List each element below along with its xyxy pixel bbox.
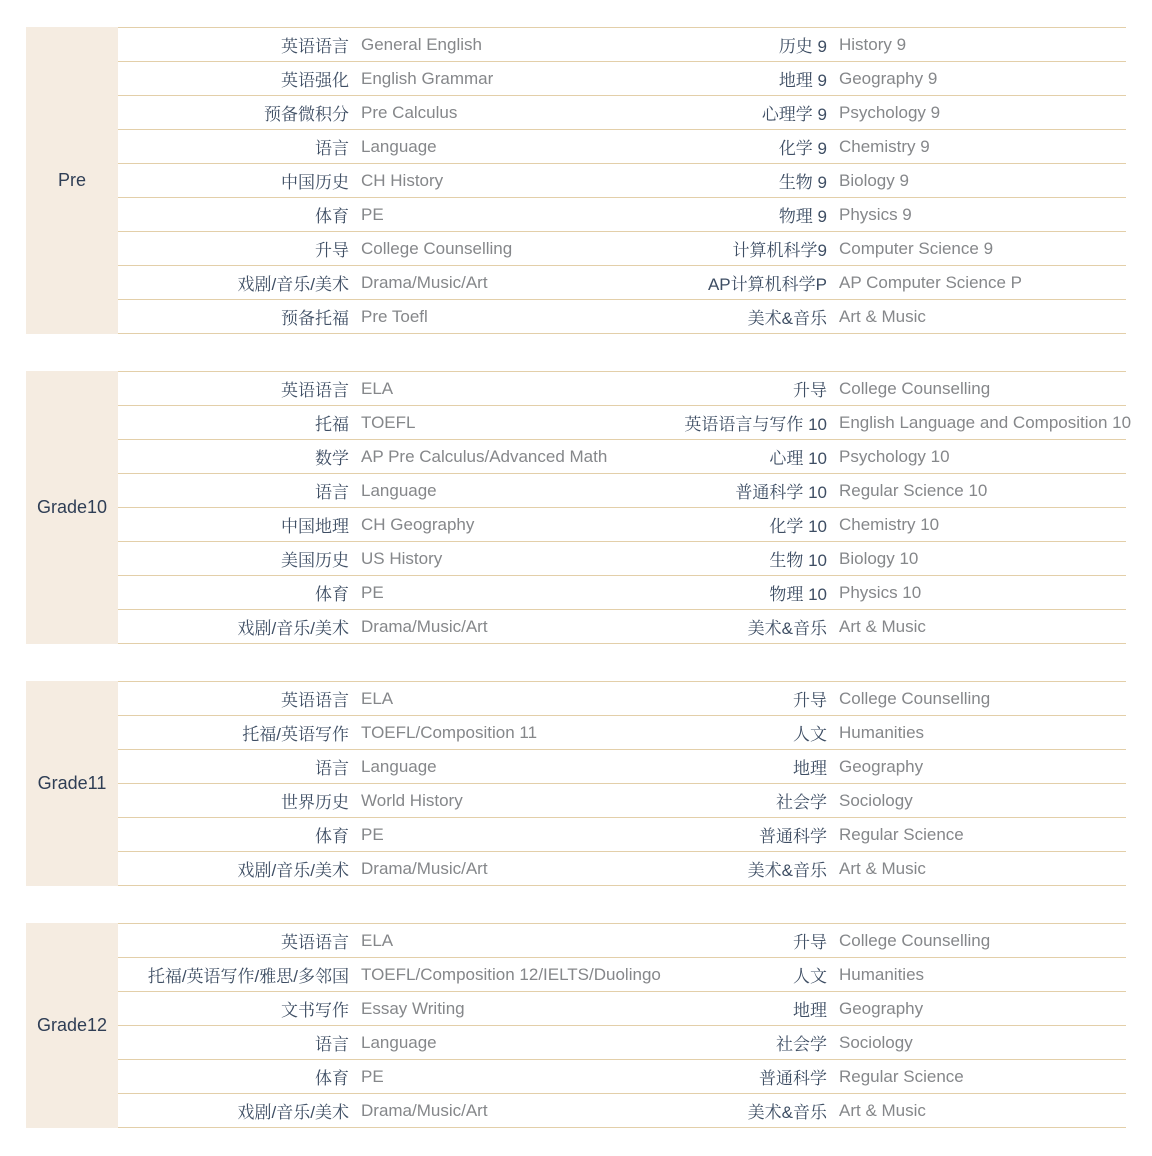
grade-label: Grade12: [26, 923, 118, 1128]
course-name-cn-right: 社会学: [776, 793, 827, 812]
course-pair-right: [622, 100, 1126, 125]
course-pair-right: [622, 996, 1126, 1021]
course-name-en-right: College Counselling: [839, 930, 991, 950]
course-name-cn-left: 英语语言: [281, 691, 349, 710]
course-pair-left: [118, 134, 622, 159]
course-pair-left: [118, 928, 622, 953]
course-name-en-right: Biology 9: [839, 170, 909, 190]
course-name-en-right: Art & Music: [839, 616, 926, 636]
course-pair-right: [622, 376, 1126, 401]
grade-label: Grade10: [26, 371, 118, 644]
course-pair-right: [622, 686, 1126, 711]
course-name-en-left: ELA: [361, 688, 394, 708]
course-name-en-right: College Counselling: [839, 378, 991, 398]
course-pair-right: [622, 304, 1126, 329]
course-name-cn-right: 地理 9: [778, 71, 827, 90]
course-pair-left: [118, 444, 622, 469]
course-name-en-left: Language: [361, 1032, 437, 1052]
course-name-en-left: Pre Calculus: [361, 102, 458, 122]
course-name-en-right: Geography 9: [839, 68, 938, 88]
course-name-cn-left: 语言: [315, 759, 349, 778]
course-name-cn-left: 体育: [315, 827, 349, 846]
course-name-en-right: Psychology 10: [839, 446, 950, 466]
course-name-cn-left: 数学: [315, 449, 349, 468]
course-name-cn-left: 英语语言: [281, 381, 349, 400]
course-name-cn-left: 体育: [315, 1069, 349, 1088]
course-pair-left: [118, 580, 622, 605]
grade-label: Pre: [26, 27, 118, 334]
course-name-en-right: Art & Music: [839, 858, 926, 878]
course-name-cn-left: 戏剧/音乐/美术: [237, 1103, 349, 1122]
course-name-en-left: PE: [361, 582, 384, 602]
course-name-en-right: Regular Science: [839, 1066, 964, 1086]
course-row: [118, 372, 1126, 406]
course-pair-left: [118, 1064, 622, 1089]
course-name-cn-left: 体育: [315, 207, 349, 226]
course-name-en-right: Sociology: [839, 1032, 913, 1052]
course-name-en-right: Humanities: [839, 722, 925, 742]
course-pair-right: [622, 202, 1126, 227]
course-pair-left: [118, 720, 622, 745]
course-pair-left: [118, 202, 622, 227]
course-name-en-right: Geography: [839, 756, 924, 776]
course-row: [118, 1026, 1126, 1060]
course-pair-right: [622, 962, 1126, 987]
course-pair-left: [118, 1098, 622, 1123]
course-row: [118, 750, 1126, 784]
course-name-cn-right: 升导: [793, 691, 827, 710]
course-name-cn-left: 托福/英语写作: [242, 725, 349, 744]
course-pair-left: [118, 686, 622, 711]
course-name-cn-right: 普通科学: [759, 827, 827, 846]
course-row: [118, 96, 1126, 130]
course-pair-right: [622, 580, 1126, 605]
course-pair-left: [118, 304, 622, 329]
course-name-en-right: Chemistry 9: [839, 136, 930, 156]
course-pair-left: [118, 236, 622, 261]
course-name-cn-right: 普通科学 10: [735, 483, 827, 502]
course-name-cn-right: AP计算机科学P: [707, 275, 827, 294]
course-pair-right: [622, 168, 1126, 193]
course-pair-right: [622, 546, 1126, 571]
course-name-en-right: Geography: [839, 998, 924, 1018]
course-name-cn-right: 升导: [793, 381, 827, 400]
course-name-cn-left: 体育: [315, 585, 349, 604]
course-row: [118, 784, 1126, 818]
course-name-en-left: TOEFL/Composition 11: [361, 722, 538, 742]
course-pair-right: [622, 512, 1126, 537]
course-row: [118, 716, 1126, 750]
course-name-en-left: TOEFL: [361, 412, 416, 432]
course-name-en-left: General English: [361, 34, 482, 54]
course-name-en-right: Psychology 9: [839, 102, 941, 122]
course-name-cn-right: 美术&音乐: [747, 861, 827, 880]
course-pair-right: [622, 444, 1126, 469]
grade-section: [26, 371, 1132, 644]
course-name-en-right: English Language and Composition 10: [839, 412, 1132, 432]
course-name-en-left: CH History: [361, 170, 444, 190]
course-name-cn-right: 人文: [793, 725, 827, 744]
course-name-en-left: AP Pre Calculus/Advanced Math: [361, 446, 608, 466]
course-name-en-right: Art & Music: [839, 306, 926, 326]
course-name-en-left: Drama/Music/Art: [361, 272, 488, 292]
course-row: [118, 576, 1126, 610]
course-row: [118, 958, 1126, 992]
course-name-cn-left: 英语强化: [281, 71, 349, 90]
course-name-en-right: Biology 10: [839, 548, 919, 568]
course-name-cn-right: 心理学 9: [761, 105, 827, 124]
course-name-cn-right: 英语语言与写作 10: [684, 415, 827, 434]
course-name-cn-right: 物理 9: [778, 207, 827, 226]
course-name-en-left: Essay Writing: [361, 998, 465, 1018]
course-pair-left: [118, 1030, 622, 1055]
course-name-en-left: PE: [361, 824, 384, 844]
course-row: [118, 682, 1126, 716]
course-name-cn-left: 戏剧/音乐/美术: [237, 275, 349, 294]
course-name-en-left: PE: [361, 204, 384, 224]
course-name-cn-left: 英语语言: [281, 933, 349, 952]
course-rows: [118, 371, 1132, 644]
course-pair-left: [118, 962, 661, 987]
course-name-en-right: Physics 10: [839, 582, 922, 602]
course-name-cn-right: 美术&音乐: [747, 309, 827, 328]
course-name-cn-left: 预备微积分: [264, 105, 349, 124]
course-pair-left: [118, 512, 622, 537]
course-pair-left: [118, 996, 622, 1021]
course-pair-right: [622, 134, 1126, 159]
course-name-en-right: Physics 9: [839, 204, 912, 224]
course-row: [118, 164, 1126, 198]
grade-section: [26, 27, 1126, 334]
course-name-en-right: Art & Music: [839, 1100, 926, 1120]
course-name-en-left: College Counselling: [361, 238, 513, 258]
course-row: [118, 232, 1126, 266]
course-name-cn-left: 语言: [315, 1035, 349, 1054]
course-name-en-left: English Grammar: [361, 68, 494, 88]
course-name-en-right: Regular Science: [839, 824, 964, 844]
course-name-en-left: Drama/Music/Art: [361, 616, 488, 636]
course-pair-left: [118, 168, 622, 193]
course-name-cn-left: 世界历史: [281, 793, 349, 812]
course-name-cn-left: 托福/英语写作/雅思/多邻国: [147, 967, 349, 986]
course-name-en-right: Chemistry 10: [839, 514, 940, 534]
course-pair-right: [622, 32, 1126, 57]
course-row: [118, 1060, 1126, 1094]
course-name-cn-left: 英语语言: [281, 37, 349, 56]
course-name-cn-right: 人文: [793, 967, 827, 986]
course-row: [118, 1094, 1126, 1128]
course-row: [118, 406, 1132, 440]
course-name-cn-left: 文书写作: [281, 1001, 349, 1020]
course-name-cn-left: 中国地理: [281, 517, 349, 536]
course-row: [118, 198, 1126, 232]
course-pair-right: [622, 822, 1126, 847]
course-pair-right: [622, 1064, 1126, 1089]
course-pair-right: [622, 720, 1126, 745]
course-name-en-left: ELA: [361, 378, 394, 398]
course-name-en-right: Sociology: [839, 790, 913, 810]
course-name-cn-left: 升导: [315, 241, 349, 260]
course-name-en-right: Regular Science 10: [839, 480, 988, 500]
course-name-cn-right: 社会学: [776, 1035, 827, 1054]
course-row: [118, 130, 1126, 164]
course-pair-right: [622, 788, 1126, 813]
course-name-en-left: Language: [361, 756, 437, 776]
course-pair-left: [118, 856, 622, 881]
course-pair-left: [118, 546, 622, 571]
course-row: [118, 610, 1126, 644]
grade-label: Grade11: [26, 681, 118, 886]
course-name-en-right: Computer Science 9: [839, 238, 994, 258]
course-name-en-left: CH Geography: [361, 514, 475, 534]
course-name-en-left: ELA: [361, 930, 394, 950]
course-name-cn-right: 计算机科学9: [732, 241, 827, 260]
grade-section: [26, 923, 1126, 1128]
course-pair-right: [622, 614, 1126, 639]
course-pair-left: [118, 822, 622, 847]
course-pair-right: [622, 236, 1126, 261]
course-name-en-left: TOEFL/Composition 12/IELTS/Duolingo: [361, 964, 661, 984]
course-name-cn-left: 预备托福: [281, 309, 349, 328]
course-name-en-right: College Counselling: [839, 688, 991, 708]
course-name-cn-left: 语言: [315, 483, 349, 502]
course-pair-left: [118, 754, 622, 779]
course-name-cn-left: 戏剧/音乐/美术: [237, 619, 349, 638]
course-row: [118, 266, 1126, 300]
course-name-en-right: AP Computer Science P: [839, 272, 1022, 292]
course-rows: [118, 923, 1126, 1128]
course-pair-right: [622, 928, 1126, 953]
course-name-cn-left: 中国历史: [281, 173, 349, 192]
course-pair-right: [622, 754, 1126, 779]
course-name-cn-right: 生物 9: [778, 173, 827, 192]
course-row: [118, 508, 1126, 542]
course-name-en-right: Humanities: [839, 964, 925, 984]
course-row: [118, 28, 1126, 62]
course-pair-left: [118, 478, 622, 503]
course-name-cn-left: 语言: [315, 139, 349, 158]
course-pair-left: [118, 270, 622, 295]
course-pair-left: [118, 100, 622, 125]
course-pair-right: [622, 270, 1126, 295]
course-row: [118, 474, 1126, 508]
course-name-en-left: US History: [361, 548, 443, 568]
course-name-en-left: Drama/Music/Art: [361, 1100, 488, 1120]
course-name-cn-right: 心理 10: [769, 449, 827, 468]
course-row: [118, 924, 1126, 958]
course-name-cn-left: 戏剧/音乐/美术: [237, 861, 349, 880]
course-name-cn-right: 升导: [793, 933, 827, 952]
course-pair-left: [118, 410, 622, 435]
course-name-cn-right: 化学 9: [778, 139, 827, 158]
course-pair-right: [622, 1098, 1126, 1123]
course-row: [118, 852, 1126, 886]
course-name-cn-right: 化学 10: [769, 517, 827, 536]
course-row: [118, 440, 1126, 474]
course-name-en-left: World History: [361, 790, 463, 810]
course-name-cn-left: 托福: [315, 415, 349, 434]
course-name-cn-right: 生物 10: [769, 551, 827, 570]
course-name-en-left: Pre Toefl: [361, 306, 428, 326]
course-name-en-right: History 9: [839, 34, 907, 54]
course-row: [118, 62, 1126, 96]
course-pair-right: [622, 1030, 1126, 1055]
course-pair-right: [622, 856, 1126, 881]
course-pair-left: [118, 376, 622, 401]
course-rows: [118, 681, 1126, 886]
course-pair-left: [118, 788, 622, 813]
course-name-cn-right: 地理: [793, 1001, 827, 1020]
course-name-cn-left: 美国历史: [281, 551, 349, 570]
course-row: [118, 300, 1126, 334]
course-name-cn-right: 物理 10: [769, 585, 827, 604]
grade-section: [26, 681, 1126, 886]
course-pair-right: [622, 410, 1132, 435]
course-name-en-left: Language: [361, 136, 437, 156]
course-pair-left: [118, 32, 622, 57]
course-name-cn-right: 历史 9: [778, 37, 827, 56]
course-name-cn-right: 美术&音乐: [747, 1103, 827, 1122]
course-row: [118, 542, 1126, 576]
course-rows: [118, 27, 1126, 334]
course-row: [118, 992, 1126, 1026]
course-name-cn-right: 普通科学: [759, 1069, 827, 1088]
course-pair-left: [118, 614, 622, 639]
course-name-cn-right: 地理: [793, 759, 827, 778]
course-name-en-left: PE: [361, 1066, 384, 1086]
course-pair-left: [118, 66, 622, 91]
course-row: [118, 818, 1126, 852]
course-pair-right: [622, 66, 1126, 91]
course-name-cn-right: 美术&音乐: [747, 619, 827, 638]
course-pair-right: [622, 478, 1126, 503]
course-name-en-left: Drama/Music/Art: [361, 858, 488, 878]
course-name-en-left: Language: [361, 480, 437, 500]
